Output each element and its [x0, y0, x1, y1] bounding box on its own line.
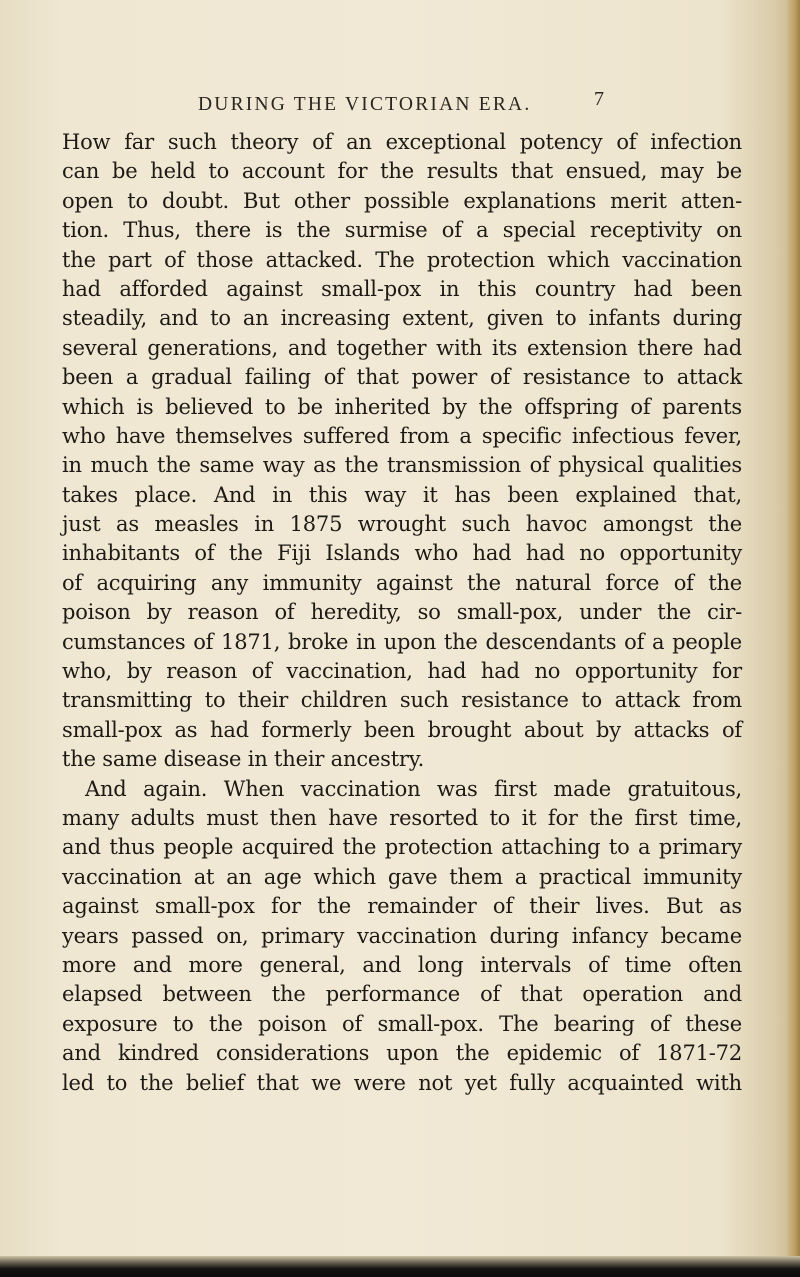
page-edge-shading [786, 0, 800, 1277]
text-line: and kindred considerations upon the epidemic of 1871-72 [62, 1041, 742, 1066]
text-line: more and more general, and long intervals of time often [62, 952, 742, 977]
page-number: 7 [594, 88, 604, 110]
text-line: been a gradual failing of that power of resistance to attack [62, 365, 742, 390]
text-line: cumstances of 1871, broke in upon the descendants of a people [62, 629, 742, 654]
text-line: and thus people acquired the protection attaching to a primary [62, 835, 742, 860]
page-header [0, 88, 800, 128]
text-line: many adults must then have resorted to it for the first time, [62, 805, 742, 830]
text-line: just as measles in 1875 wrought such havoc amongst the [62, 512, 742, 537]
text-line: poison by reason of heredity, so small-pox, under the cir- [62, 600, 742, 625]
text-line: in much the same way as the transmission of physical qualities [62, 453, 742, 478]
text-line: which is believed to be inherited by the offspring of parents [62, 394, 742, 419]
text-line: open to doubt. But other possible explanations merit atten- [62, 188, 742, 213]
text-line: exposure to the poison of small-pox. The bearing of these [62, 1011, 742, 1036]
text-line: takes place. And in this way it has been explained that, [62, 482, 742, 507]
text-line: of acquiring any immunity against the natural force of the [62, 570, 742, 595]
text-line: led to the belief that we were not yet fully acquainted with [62, 1070, 742, 1095]
paragraph-start-line: And again. When vaccination was first made gratuitous, [85, 776, 742, 801]
text-line: transmitting to their children such resistance to attack from [62, 688, 742, 713]
text-line: steadily, and to an increasing extent, given to infants during [62, 306, 742, 331]
running-head: DURING THE VICTORIAN ERA. [198, 94, 532, 115]
paragraph-end-line: the same disease in their ancestry. [62, 747, 425, 772]
body-text [62, 128, 742, 1098]
text-line: small-pox as had formerly been brought about by attacks of [62, 717, 742, 742]
text-line: who, by reason of vaccination, had had no opportunity for [62, 659, 742, 684]
text-line: had afforded against small-pox in this country had been [62, 276, 742, 301]
text-line: vaccination at an age which gave them a practical immunity [62, 864, 742, 889]
text-line: who have themselves suffered from a specific infectious fever, [62, 423, 742, 448]
text-line: elapsed between the performance of that operation and [62, 982, 742, 1007]
text-line: tion. Thus, there is the surmise of a special receptivity on [62, 218, 742, 243]
text-line: can be held to account for the results that ensued, may be [62, 159, 742, 184]
page-bottom-shadow [0, 1256, 800, 1277]
text-line: against small-pox for the remainder of their lives. But as [62, 894, 742, 919]
text-line: years passed on, primary vaccination during infancy became [62, 923, 742, 948]
text-line: How far such theory of an exceptional potency of infection [62, 130, 742, 154]
text-line: several generations, and together with its extension there had [62, 335, 742, 360]
text-line: inhabitants of the Fiji Islands who had had no opportunity [62, 541, 742, 566]
text-line: the part of those attacked. The protection which vaccination [62, 247, 742, 272]
